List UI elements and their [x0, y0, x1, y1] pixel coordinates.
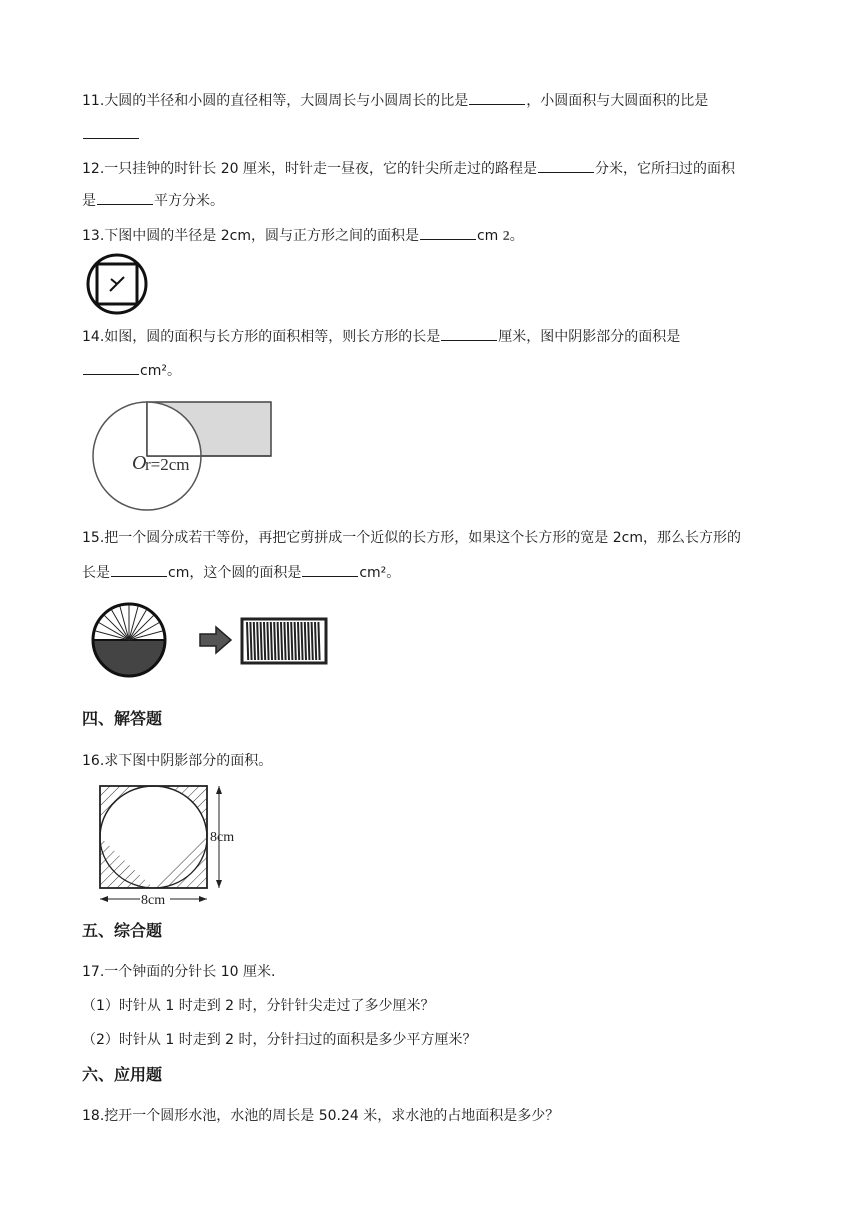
radius-mark	[117, 277, 124, 284]
answer-blank[interactable]	[302, 562, 358, 577]
q14-text-3: cm²。	[140, 363, 181, 379]
strip-line	[261, 622, 262, 660]
q14-text-2: 厘米，图中阴影部分的面积是	[498, 329, 681, 345]
q15-text-3: cm，这个圆的面积是	[168, 565, 302, 581]
strip-line	[271, 622, 272, 660]
question-13	[82, 225, 524, 247]
question-15	[82, 528, 741, 548]
circle-rectangle-figure	[88, 394, 278, 512]
section-heading: 六、应用题	[82, 1065, 163, 1084]
strip-line	[291, 622, 292, 660]
radius-mark	[110, 284, 117, 291]
question-14-cont	[82, 360, 181, 381]
q13-exponent: 2	[502, 229, 510, 244]
q14-text-1: 14.如图，圆的面积与长方形的面积相等，则长方形的长是	[82, 329, 441, 345]
question-17: 17.一个钟面的分针长 10 厘米.	[82, 964, 276, 980]
q13-unit: cm	[476, 228, 499, 244]
strip-line	[301, 622, 302, 660]
q12-text-3: 是	[82, 193, 96, 209]
answer-blank[interactable]	[538, 158, 594, 173]
strip-line	[247, 622, 248, 660]
section-heading: 四、解答题	[82, 709, 163, 728]
q12-text-1: 12.一只挂钟的时针长 20 厘米，时针走一昼夜，它的针尖所走过的路程是	[82, 161, 537, 177]
question-16: 16.求下图中阴影部分的面积。	[82, 753, 273, 769]
question-17-sub2: （2）时针从 1 时走到 2 时，分针扫过的面积是多少平方厘米？	[82, 1032, 477, 1048]
strip-line	[264, 622, 265, 660]
bottom-length-label: 8cm	[141, 893, 166, 908]
question-18: 18.挖开一个圆形水池，水池的周长是 50.24 米，求水池的占地面积是多少？	[82, 1108, 560, 1124]
sector-lines	[95, 605, 163, 640]
q15-text-1: 15.把一个圆分成若干等份，再把它剪拼成一个近似的长方形，如果这个长方形的宽是 2cm，那么长方形的	[82, 530, 741, 546]
q15-text-2: 长是	[82, 565, 110, 581]
strip-line	[254, 622, 255, 660]
q13-text-1: 13.下图中圆的半径是 2cm，圆与正方形之间的面积是	[82, 228, 419, 244]
section-heading: 五、综合题	[82, 921, 163, 940]
square-semicircle-figure	[86, 780, 246, 908]
question-11-cont	[82, 124, 140, 145]
strip-line	[284, 622, 285, 660]
arrowhead-icon	[216, 786, 222, 794]
strip-line	[318, 622, 319, 660]
circle-square-figure	[84, 253, 150, 315]
center-label: O	[132, 452, 147, 474]
arrowhead-icon	[100, 896, 108, 902]
answer-blank[interactable]	[441, 326, 497, 341]
question-12-cont	[82, 190, 224, 211]
answer-blank[interactable]	[83, 360, 139, 375]
strip-line	[308, 622, 309, 660]
radius-mark	[111, 279, 117, 284]
strip-line	[257, 622, 258, 660]
strip-line	[250, 622, 251, 660]
strip-line	[274, 622, 275, 660]
radius-label: r=2cm	[145, 455, 190, 474]
question-15-cont	[82, 562, 400, 583]
answer-blank[interactable]	[97, 190, 153, 205]
strip-line	[278, 622, 279, 660]
answer-blank[interactable]	[111, 562, 167, 577]
q12-text-4: 平方分米。	[154, 193, 224, 209]
arrowhead-icon	[199, 896, 207, 902]
strip-line	[305, 622, 306, 660]
strip-line	[281, 622, 282, 660]
question-12	[82, 158, 735, 179]
answer-blank[interactable]	[420, 225, 476, 240]
side-length-label: 8cm	[210, 830, 235, 845]
strip-line	[295, 622, 296, 660]
q13-end: 。	[509, 228, 524, 244]
circle-to-rectangle-figure	[90, 600, 330, 682]
strip-line	[312, 622, 313, 660]
q12-text-2: 分米，它所扫过的面积	[594, 161, 735, 177]
strip-line	[288, 622, 289, 660]
question-17-sub1: （1）时针从 1 时走到 2 时，分针针尖走过了多少厘米？	[82, 998, 435, 1014]
arrowhead-icon	[216, 880, 222, 888]
strip-line	[298, 622, 299, 660]
q15-text-4: cm²。	[359, 565, 401, 581]
q11-text-1: 11.大圆的半径和小圆的直径相等，大圆周长与小圆周长的比是	[82, 93, 469, 109]
arrow-icon	[200, 627, 231, 653]
answer-blank[interactable]	[83, 124, 139, 139]
question-14	[82, 326, 680, 347]
shaded-half-circle	[93, 640, 165, 676]
question-11	[82, 90, 708, 111]
strip-line	[267, 622, 268, 660]
strip-line	[315, 622, 316, 660]
answer-blank[interactable]	[469, 90, 525, 105]
q11-text-2: ，小圆面积与大圆面积的比是	[526, 93, 709, 109]
